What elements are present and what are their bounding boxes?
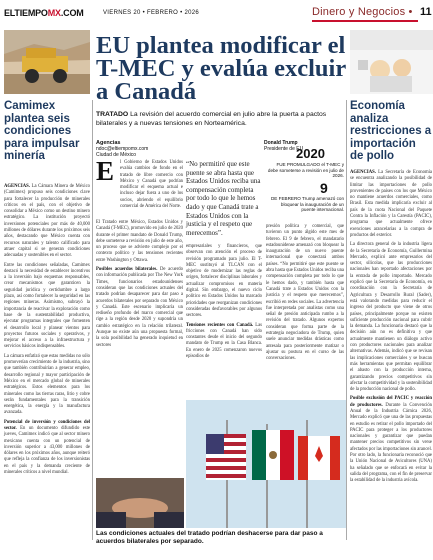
logo-part-3: .COM <box>60 8 84 18</box>
subhead-lead: TRATADO <box>96 111 129 118</box>
main-subhead <box>96 111 346 128</box>
pollo-article <box>350 170 432 488</box>
article-paragraph <box>96 267 183 349</box>
article-paragraph: empresariales y financieros, que observan con atención el proceso de revisión programado para julio. El T-MEC sustituyó al TLCAN con el objetivo de modernizar las reglas de origen, fortalecer disciplinas laborales y actualizar compromisos en materia digital. Sin embargo, el nuevo ciclo político en Estados Unidos ha marcado prioridades que reorganizan condiciones consideradas desfavorables por algunos sectores. <box>186 244 262 319</box>
article-subhead: Posibles acuerdos bilaterales. <box>96 267 158 273</box>
fact-day: 9 <box>320 180 328 196</box>
quote-title: Presidente de EU <box>264 146 304 152</box>
pollo-paragraph: La directora general de la industria ligera de la Secretaría de Economía, Guillermina Mercado, explicó ante empresarios del sector, silicolas, que las producciones nacionales han reportado afectaciones por la entrada de pollo importado. Mercado explicó que la Secretaría de Economía, en coordinación con la Secretaría de Agricultura y Desarrollo Rural (Sader), está valorando medidas para reducir el ingreso del producto que viene de otros países, principalmente porque no existen suficiente producción nacional para cubrir la demanda. La funcionaria destacó que la decisión aún no es definitiva y que actualmente mantienen un diálogo activo con productores nacionales para analizar alternativas. Además, indicó que se revisan las implicaciones comerciales y se buscan más herramientas que permitan equilibrar el abasto con la producción interna, garantizando precios competitivos sin afectar la competitividad y la sostenibilidad de la producción nacional de pollo. <box>350 242 432 393</box>
section-name: Dinero y Negocios • <box>312 6 413 18</box>
pollo-paragraph <box>350 170 432 239</box>
camimex-paragraph: Entre las condiciones señaladas, Camimex destacó la necesidad de establecer incentivos a la inversión bajo esquemas responsables, crear mecanismos que garanticen la seguridad jurídica y certidumbre a largo plazo, así como fortalecer la seguridad en las regiones mineras. Asimismo, subrayó la importancia de reactivar la exploración como base de la sustentabilidad productiva, ejecutar programas integrales que fomenten el desarrollo local y planear vientos para proyectos futuros sociales y operativos, y mejorar el acceso a la infraestructura y servicios básicos indispensables. <box>4 262 90 350</box>
camimex-paragraph-lead: AGENCIAS. <box>4 184 30 189</box>
article-column-1-intro <box>120 160 183 213</box>
handshake-photo <box>96 478 184 528</box>
article-paragraph: El Tratado entre México, Estados Unidos y Canadá (T-MEC), promovido en julio de 2020 durante el primer mandato de Donald Trump, debe someterse a revisión en julio de este año, un proceso que se advierte complejo por el contexto político y las tensiones recientes entre Washington y Ottawa. <box>96 220 183 263</box>
section-rule <box>312 20 418 22</box>
camimex-subhead: Potencial de inversión y condiciones del sector. <box>4 419 90 431</box>
drop-cap: E <box>96 156 115 186</box>
logo-part-2: MX <box>47 8 61 18</box>
poultry-plant-photo <box>350 30 433 94</box>
subhead-text: La revisión del acuerdo comercial en julio abre la puerta a pactos bilaterales y a nuevas tensiones en Norteamérica. <box>96 111 327 127</box>
page-number: 11 <box>420 6 432 18</box>
article-paragraph: l Gobierno de Estados Unidos evalúa cambios de fondo en el tratado de libre comercio con México y Canadá que podrían modificar el esquema actual e incluso dejar fuera a uno de los socios, abriendo el equilibrio comercial de América del Norte. <box>120 160 183 210</box>
issue-date: VIERNES 20 • FEBRERO • 2026 <box>103 10 200 16</box>
camimex-paragraph <box>4 184 90 260</box>
camimex-headline: Camimex plantea seis condiciones para impulsar minería <box>4 100 80 162</box>
mining-truck-photo <box>4 30 90 94</box>
byline-name: Agencias <box>96 140 121 146</box>
pollo-paragraph-text: Durante la Convención Anual de la Industria Cárnica 2026, Mercado explicó que una de las propuestas en estudio es retirar el pollo importado del PACIC para proteger a los productores nacionales y garantizar que puedan mantener precios competitivos sin verse afectados por las importaciones sin arancel. Por otro lado, la funcionaria reconoció que la Unión Nacional de Avicultores (UNA) ha señalado que se enfocará en evitar la salida del programa, con el fin de preservar la estabilidad de la industria avícola. <box>350 402 433 484</box>
logo-part-1: ELTIEMPO <box>4 8 48 18</box>
pollo-headline: Economía analiza restricciones a importación de pollo <box>350 100 432 162</box>
pollo-paragraph-text: La Secretaría de Economía se encuentra analizando la posibilidad de limitar las importaciones de pollo provenientes de países con los que México no mantiene acuerdos comerciales, como Brasil. Esta medida implicaría excluir al país de la cuota Nacional del Paquete Contra la Inflación y la Carestía (PACIC), programa que actualmente ofrece exenciones arancelarias a la compra de productos del exterior. <box>350 170 433 238</box>
camimex-paragraph: La cámara enfatizó que estas medidas no sólo promoverían crecimiento de la industria, sino que también contribuirían a generar empleo, desarrollo regional y mayor participación de México en el mercado global de minerales estratégicos. Estos elementos para los minerales como las tierras raras, litio y cobre serán fundamentales para la transición energética, la energía y la manufactura avanzada. <box>4 353 90 416</box>
pollo-paragraph <box>350 396 432 484</box>
pollo-subhead: Posible exclusión del PACIC y reacción de productores. <box>350 396 432 408</box>
masthead-logo[interactable] <box>4 8 84 18</box>
byline-email[interactable]: ndoc@eltiempomx.com <box>96 146 149 153</box>
camimex-paragraph <box>4 420 90 477</box>
article-subhead: Tensiones recientes con Canadá. <box>186 322 254 328</box>
byline-city: Ciudad de México <box>96 152 137 159</box>
article-paragraph <box>186 323 262 361</box>
article-column-1 <box>96 220 183 352</box>
camimex-article <box>4 184 90 479</box>
pull-quote: “No permitiré que este puente se abra hasta que Estados Unidos reciba una compensación completa por todo lo que le hemos dado y que Canadá trate a Estados Unidos con la justicia y el respeto que merecemos”. <box>186 160 261 237</box>
article-paragraph-text: Las fricciones con Canadá han sido constantes desde el inicio del segundo mandato de Trump en la Casa Blanca. En enero de 2025 comenzaron nuevos episodios de <box>186 322 263 360</box>
column-divider <box>92 100 93 540</box>
camimex-paragraph-text: En un documento difundido este jueves, Camimex indicó que al sector minero mexicano cuenta con un potencial de inversión superior a 43,000 millones de dólares en los próximos años, aunque reiteró que refleja la confianza de los inversionistas en el país y la demanda creciente de minerales críticos a nivel mundial. <box>4 425 90 476</box>
article-column-2 <box>186 244 262 363</box>
article-column-3 <box>266 224 344 366</box>
pollo-paragraph-lead: AGENCIAS. <box>350 170 376 175</box>
fact-year-label: FUE PROMULGADO el T-MEC y debe someterse a revisión en julio de 2026. <box>267 162 344 178</box>
flags-photo <box>186 400 346 528</box>
article-paragraph-text: De acuerdo con información publicada por The New York Times, funcionarios estadounidenses consideran que las condiciones actuales del tratado podrían desaparecer para dar paso a acuerdos bilaterales por separado con México y Canadá. Este escenario implicaría un rediseño profundo del marco comercial que rige a la región desde 2020 y supondría un cambio estratégico en la relación trilateral. Aunque no existe aún una propuesta formal, la sola posibilidad ha generado inquietud en sectores <box>96 267 183 348</box>
main-headline: EU plantea modificar el T-MEC y evalúa excluir a Canadá <box>96 32 346 105</box>
quote-name: Donald Trump <box>264 140 298 146</box>
page-header <box>0 0 433 26</box>
photo-caption: Las condiciones actuales del tratado podrían deshacerse para dar paso a acuerdos bilaterales por separado. <box>96 530 323 545</box>
fact-day-label: DE FEBRERO Trump amenazó con bloquear la inauguración de un puente internacional. <box>270 196 344 212</box>
article-paragraph: presión política y comercial, que tuvieron un punto álgido este mes de febrero. El 9 de febrero, el mandatario estadounidense amenazó con bloquear la inauguración de un nuevo puente internacional que conectará ambos países. “No permitiré que este puente se abra hasta que Estados Unidos reciba una compensación completa por todo lo que le hemos dado, y también hasta que Canadá trate a Estados Unidos con la justicia y el respeto que merecemos”, escribió en redes sociales. La advertencia fue interpretada por analistas como una señal de presión anticipada rumbo a la revisión del tratado. Algunos expertos consideran que forma parte de la estrategia negociadora de Trump, quien suele anunciar medidas drásticas como antesala para posteriormente matizar o ajustar su postura en el curso de las conversaciones. <box>266 224 344 362</box>
column-divider <box>346 100 347 540</box>
fact-year: 2020 <box>296 146 325 161</box>
camimex-paragraph-text: La Cámara Minera de México (Camimex) propuso seis condiciones clave para fortalecer la producción de minerales críticos en el país, con el objetivo de consolidar a México como un destino minero estratégico. La institución proyectó inversiones potenciales por más de 40,000 millones de dólares durante los próximos seis años, destacando que México cuenta con recursos naturales y talento calificado para atraer capital si se generan condiciones adecuadas y sostenibles en el sector. <box>4 184 90 259</box>
